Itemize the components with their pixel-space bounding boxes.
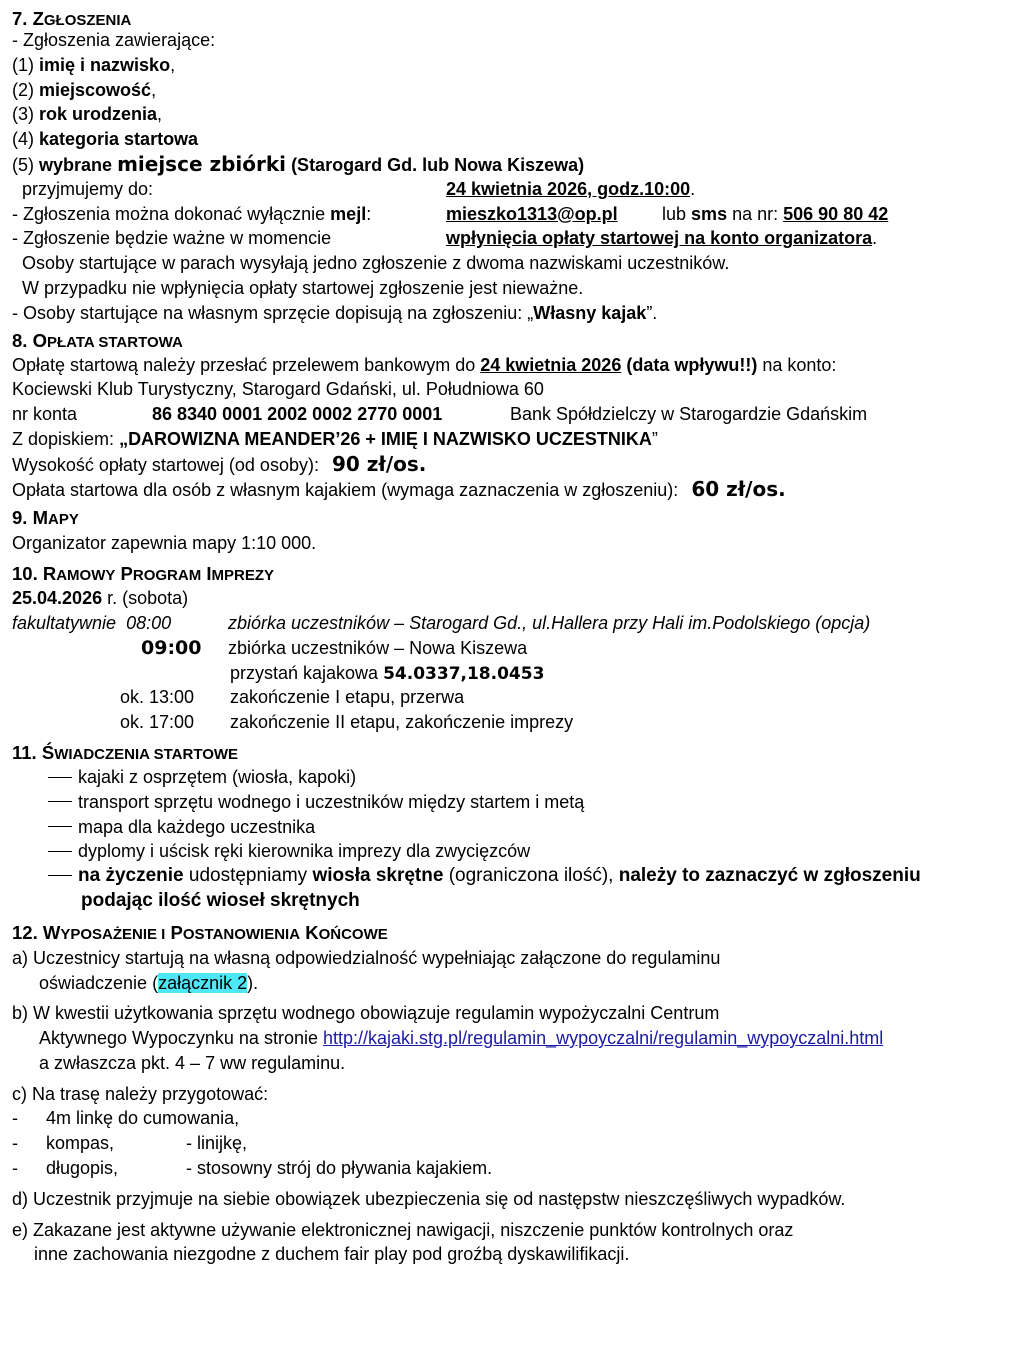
s7-item-2: (2) miejscowość, [12,79,157,100]
phone-number: 506 90 80 42 [783,203,889,224]
s12-b1: b) W kwestii użytkowania sprzętu wodnego obowiązuje regulamin wypożyczalni Centrum [12,1003,720,1024]
s7-pairs: Osoby startujące w parach wysyłają jedno zgłoszenie z dwoma nazwiskami uczestników. [22,253,730,274]
s12-b2: Aktywnego Wypoczynku na stronie http://kajaki.stg.pl/regulamin_wypoyczalni/regulamin_wypoyczalni.html [39,1028,884,1049]
regulation-page [12,6,1012,1267]
s11-item-last: na życzenie udostępniamy wiosła skrętne (ograniczona ilość), należy to zaznaczyć w zgłoszeniu [12,864,1012,889]
section-11-title: 11. ŚWIADCZENIA STARTOWE [12,741,239,763]
s12-b3: a zwłaszcza pkt. 4 – 7 ww regulaminu. [39,1052,346,1073]
harbor-coordinates: 54.0337,18.0453 [383,663,545,684]
s10-row-3: przystań kajakowa 54.0337,18.0453 [230,662,545,684]
s12-c1: c) Na trasę należy przygotować: [12,1083,269,1104]
email-address: mieszko1313@op.pl [446,203,618,224]
s7-item-5: (5) wybrane miejsce zbiórki (Starogard Gd. lub Nowa Kiszewa) [12,151,585,176]
s12-c-row-3: - długopis, - stosowny strój do pływania kajakiem. [12,1158,493,1179]
section-12-title: 12. WYPOSAŻENIE I POSTANOWIENIA KOŃCOWE [12,921,388,943]
s7-valid-line: - Zgłoszenie będzie ważne w momencie wpłynięcia opłaty startowej na konto organizatora. [12,228,878,249]
s8-line1: Opłatę startową należy przesłać przelewem bankowym do 24 kwietnia 2026 (data wpływu!!) na konto: [12,354,837,375]
s12-e1: e) Zakazane jest aktywne używanie elektronicznej nawigacji, niszczenie punktów kontrolnych oraz [12,1219,794,1240]
attachment-ref: załącznik 2 [158,972,248,993]
s12-a2: oświadczenie (załącznik 2). [39,972,259,993]
s12-e2: inne zachowania niezgodne z duchem fair play pod groźbą dyskawilifikacji. [34,1244,630,1265]
s7-item-4: (4) kategoria startowa [12,129,199,150]
s12-a1: a) Uczestnicy startują na własną odpowiedzialność wypełniając załączone do regulaminu [12,947,721,968]
s8-fee-standard: Wysokość opłaty startowej (od osoby): 90 zł/os. [12,451,427,476]
s7-invalid: W przypadku nie wpłynięcia opłaty startowej zgłoszenie jest nieważne. [22,277,584,298]
s11-item-last-cont: podając ilość wioseł skrętnych [81,889,360,911]
section-9-title: 9. MAPY [12,507,79,529]
s10-row-5: ok. 17:00 zakończenie II etapu, zakończenie imprezy [120,712,574,733]
s12-c-row-1: - 4m linkę do cumowania, [12,1108,240,1129]
s7-email-line: - Zgłoszenia można dokonać wyłącznie mejl: mieszko1313@op.pl lub sms na nr: 506 90 80 42 [12,203,889,224]
bank-name: Bank Spółdzielczy w Starogardzie Gdańskim [510,404,868,425]
s7-item-3: (3) rok urodzenia, [12,104,163,125]
s11-item: dyplomy i uścisk ręki kierownika imprezy dla zwycięzców [12,839,1012,864]
s8-account: nr konta 86 8340 0001 2002 0002 2770 0001 Bank Spółdzielczy w Starogardzie Gdańskim [12,402,1012,427]
s11-item: transport sprzętu wodnego i uczestników między startem i metą [12,790,1012,815]
s8-note: Z dopiskiem: „DAROWIZNA MEANDER’26 + IMIĘ I NAZWISKO UCZESTNIKA” [12,428,658,449]
s11-item: kajaki z osprzętem (wiosła, kapoki) [12,765,1012,790]
fee-standard: 90 zł/os. [331,451,427,476]
s11-item: mapa dla każdego uczestnika [12,815,1012,840]
account-number: 86 8340 0001 2002 0002 2770 0001 [152,404,443,425]
s10-row-2: 09:00 zbiórka uczestników – Nowa Kiszewa [141,636,528,659]
s8-fee-own: Opłata startowa dla osób z własnym kajakiem (wymaga zaznaczenia w zgłoszeniu): 60 zł/os. [12,476,786,501]
s7-accept-deadline: przyjmujemy do: 24 kwietnia 2026, godz.10:00. [12,177,1012,202]
valid-condition: wpłynięcia opłaty startowej na konto organizatora [446,228,873,249]
s10-row-4: ok. 13:00 zakończenie I etapu, przerwa [120,687,465,708]
s7-item-1: (1) imię i nazwisko, [12,54,176,75]
accept-label: przyjmujemy do: [22,178,154,199]
fee-own-kayak: 60 zł/os. [691,476,786,501]
s10-date: 25.04.2026 r. (sobota) [12,588,189,609]
section-10-title: 10. RAMOWY PROGRAM IMPREZY [12,563,274,585]
s12-c-row-2: - kompas, - linijkę, [12,1133,248,1154]
s7-intro: - Zgłoszenia zawierające: [12,30,216,50]
s8-club: Kociewski Klub Turystyczny, Starogard Gdański, ul. Południowa 60 [12,379,544,400]
s12-d: d) Uczestnik przyjmuje na siebie obowiązek ubezpieczenia się od następstw nieszczęśliwych wypadków. [12,1188,846,1209]
accept-date: 24 kwietnia 2026, godz.10:00 [446,178,691,199]
s10-row-1: fakultatywnie 08:00 zbiórka uczestników – Starogard Gd., ul.Hallera przy Hali im.Podolskiego (opcja) [12,612,871,633]
section-7-title: 7. ZGŁOSZENIA [12,8,132,29]
s7-own-kayak: - Osoby startujące na własnym sprzęcie dopisują na zgłoszeniu: „Własny kajak”. [12,302,658,323]
section-8-title: 8. OPŁATA STARTOWA [12,329,183,351]
s9-text: Organizator zapewnia mapy 1:10 000. [12,533,317,554]
regulations-link[interactable]: http://kajaki.stg.pl/regulamin_wypoyczalni/regulamin_wypoyczalni.html [323,1028,884,1049]
